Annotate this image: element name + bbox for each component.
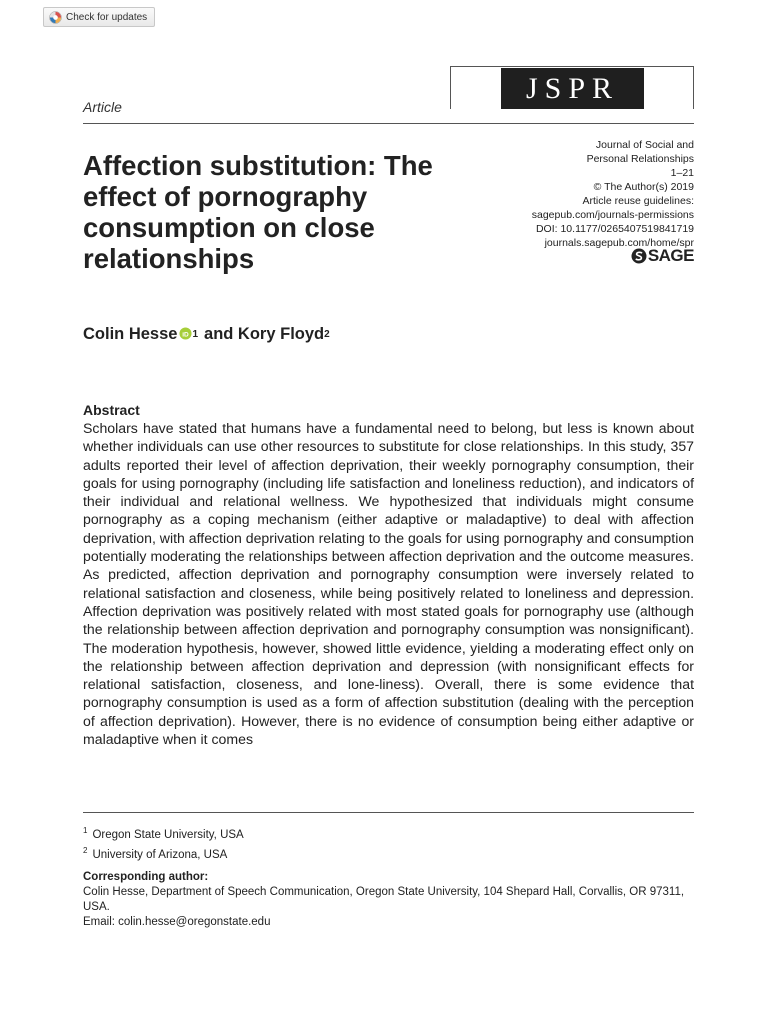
svg-text:iD: iD [182,331,190,339]
abstract-heading: Abstract [83,402,140,418]
affiliation-2-mark: 2 [83,845,88,855]
journal-name-line1: Journal of Social and [595,139,694,151]
journal-metadata [454,138,694,250]
author-1-affiliation-mark: 1 [192,329,199,340]
affiliation-1 [83,823,244,843]
affiliation-footnotes [83,823,244,863]
author-line [83,325,330,344]
affiliation-2 [83,843,244,863]
crossmark-icon [49,11,62,24]
reuse-guidelines-link[interactable]: sagepub.com/journals-permissions [531,209,694,221]
check-for-updates-label: Check for updates [66,11,148,23]
corresponding-author-block [83,870,694,930]
article-title: Affection substitution: The effect of pornography consumption on close relationships [83,150,433,274]
header-divider [83,123,694,124]
article-type-label: Article [83,99,122,115]
affiliation-2-text: University of Arizona, USA [92,848,228,861]
page-range: 1–21 [670,167,694,179]
orcid-icon[interactable] [179,327,192,340]
journal-logo: JSPR [501,68,644,109]
doi-link[interactable]: DOI: 10.1177/0265407519841719 [535,223,694,235]
affiliation-1-text: Oregon State University, USA [92,828,244,841]
author-1-name[interactable]: Colin Hesse [83,325,178,343]
footnote-divider [83,812,694,813]
journal-homepage-link[interactable]: journals.sagepub.com/home/spr [544,237,694,249]
copyright-line: © The Author(s) 2019 [593,181,694,193]
corresponding-author-address: Colin Hesse, Department of Speech Communication, Oregon State University, 104 Shepard Hall, Corvallis, OR 97311, USA. [83,886,685,913]
check-for-updates-button[interactable] [43,7,155,27]
reuse-guidelines-label: Article reuse guidelines: [582,195,694,207]
corresponding-author-heading: Corresponding author: [83,871,209,883]
corresponding-author-email[interactable]: Email: colin.hesse@oregonstate.edu [83,916,271,928]
journal-name-line2: Personal Relationships [586,153,694,165]
author-2-affiliation-mark: 2 [324,329,330,340]
sage-s-icon [631,248,647,264]
abstract-body: Scholars have stated that humans have a fundamental need to belong, but less is known about whether individuals can use other resources to substitute for close relationships. In this study, 357 adults reported their level of affection deprivation, their weekly pornography consumption, their goals for using pornography (including life satisfaction and loneliness reduction), and indicators of their individual and relational wellness. We hypothesized that individuals might consume pornography as a coping mechanism (either adaptive or maladaptive) to deal with affection deprivation, with affection deprivation relating to the goals for using pornography and consumption potentially moderating the relationships between affection deprivation and the outcome measures. As predicted, affection deprivation and pornography consumption were inversely related to relational satisfaction and closeness, while being positively related to loneliness and depression. Affection deprivation was positively related with most stated goals for pornography use (although the relationship between affection deprivation and pornography consumption was nonsignificant). The moderation hypothesis, however, showed little evidence, yielding a moderating effect only on the relationship between affection deprivation and depression (with nonsignificant effects for relational satisfaction, closeness, and lone-liness). Overall, there is some evidence that pornography consumption is used as a form of affection substitution (dealing with the perception of affection deprivation). However, there is no evidence of consumption being either adaptive or maladaptive when it comes [83,420,694,748]
author-2-name[interactable]: and Kory Floyd [204,325,325,343]
sage-logo [631,246,694,266]
affiliation-1-mark: 1 [83,826,88,835]
sage-logo-text: SAGE [647,246,694,265]
